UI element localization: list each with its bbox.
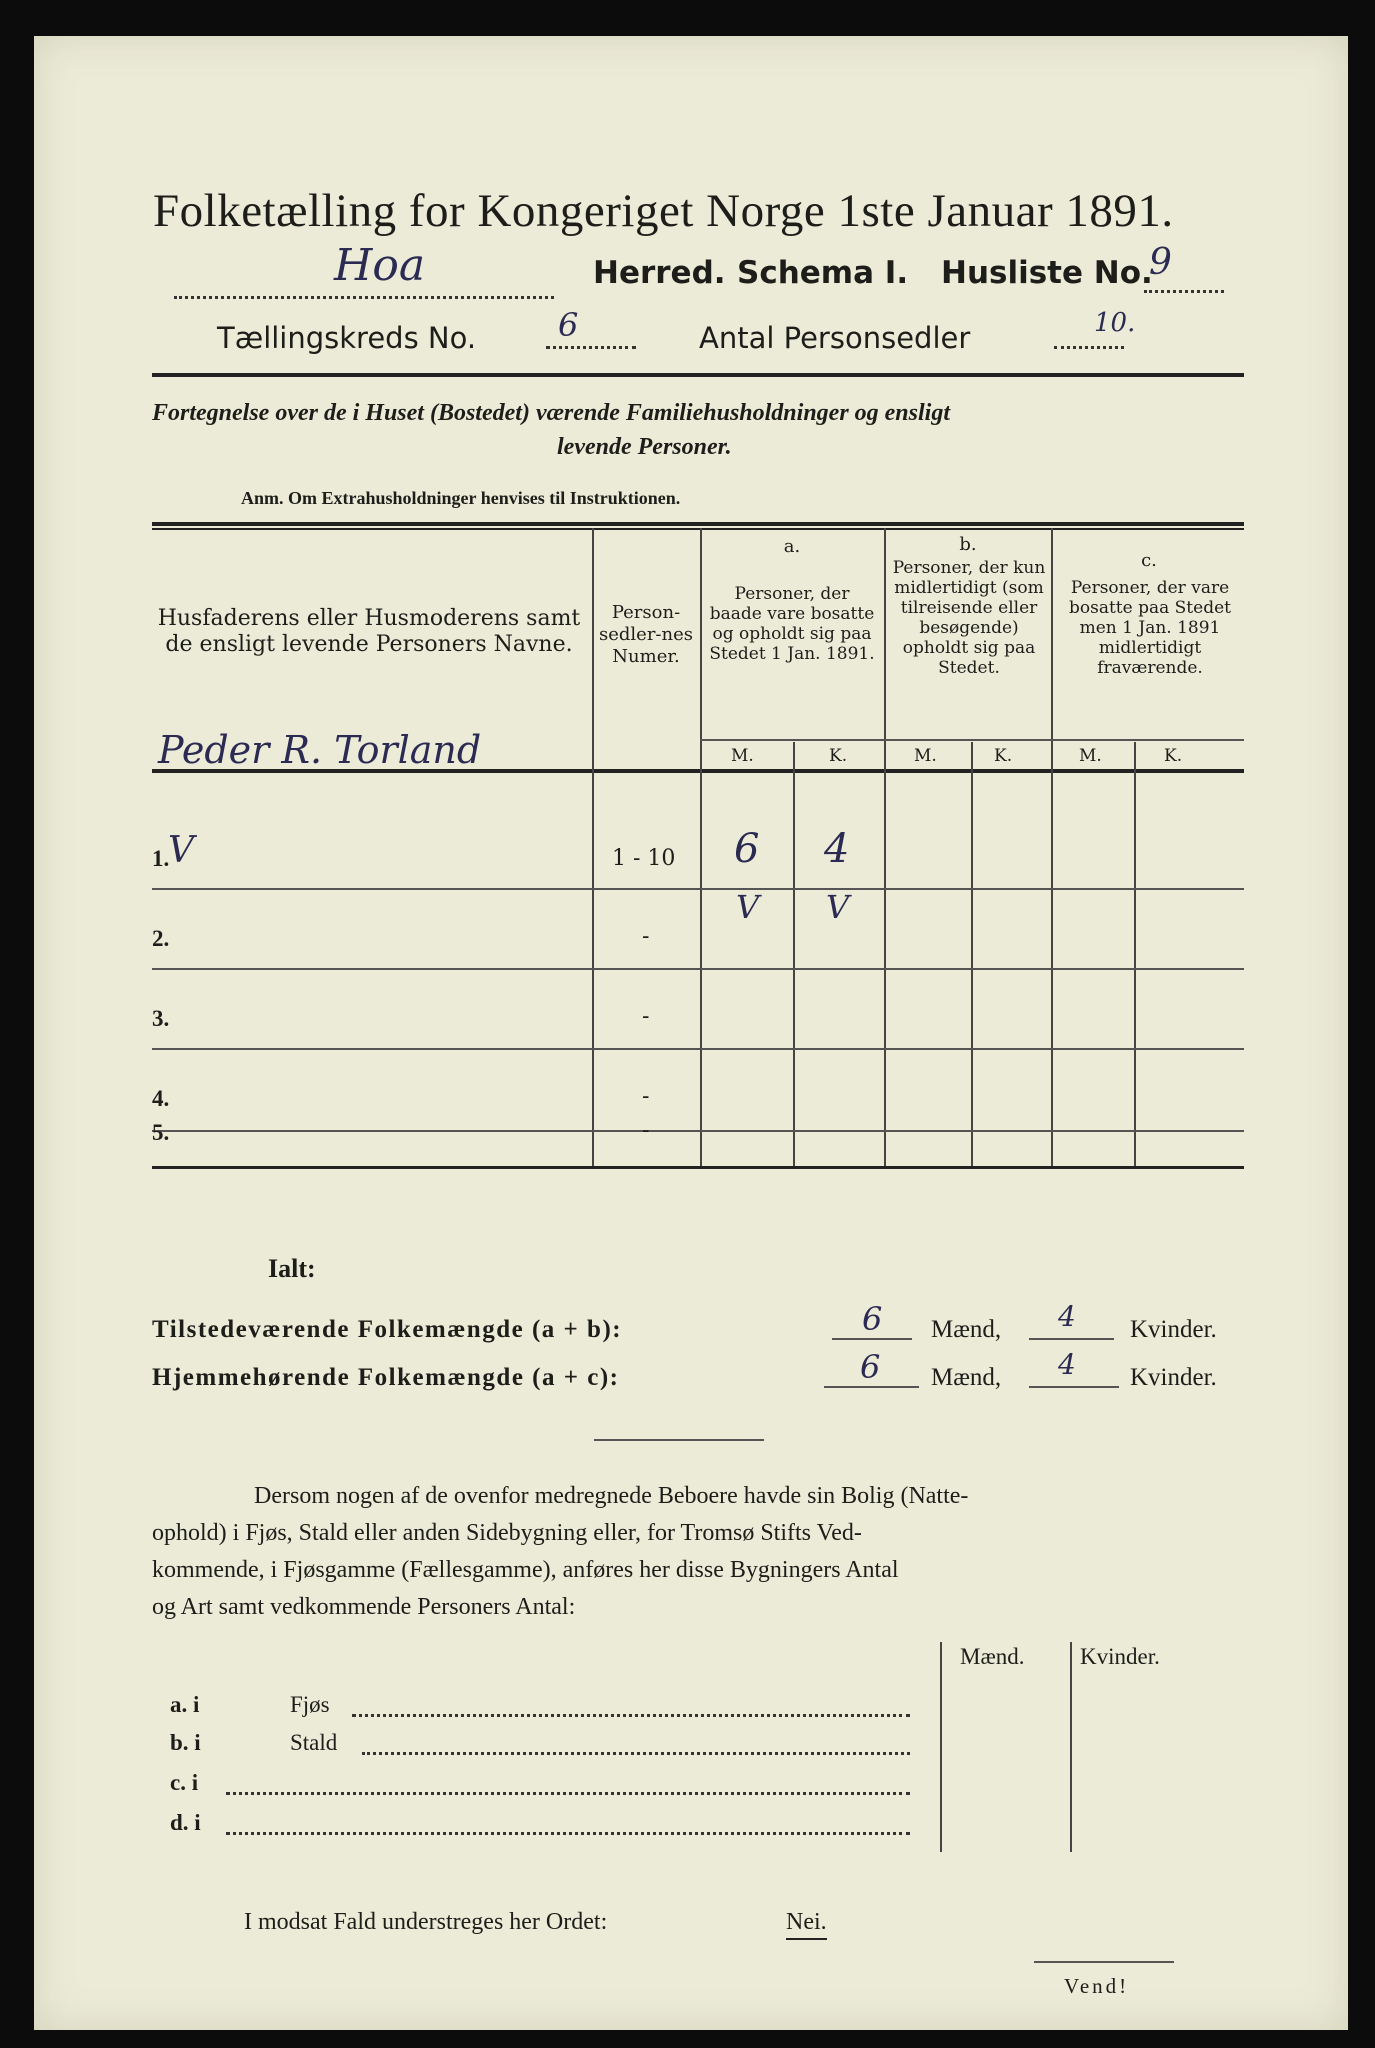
- row-numer: -: [642, 924, 650, 949]
- hjemme-maend: Mænd,: [931, 1364, 1002, 1391]
- row-rule: [152, 1130, 1244, 1132]
- hjemme-label: Hjemmehørende Folkemængde (a + c):: [152, 1364, 620, 1391]
- buildings-divider: [1070, 1642, 1072, 1852]
- kreds-label: Tællingskreds No.: [217, 321, 477, 355]
- vend-text: Vend!: [1064, 1974, 1130, 1998]
- col-a-header: Personer, der baade vare bosatte og opholdt sig paa Stedet 1 Jan. 1891.: [709, 584, 875, 664]
- anm-note: Anm. Om Extrahusholdninger henvises til Instruktionen.: [241, 488, 681, 508]
- table-top-rule-thin: [152, 528, 1244, 530]
- c-m-label: M.: [1079, 746, 1102, 766]
- buildings-kvinder-header: Kvinder.: [1080, 1644, 1160, 1669]
- hjemme-k-value: 4: [1058, 1348, 1076, 1381]
- building-dotted-line: [362, 1740, 910, 1755]
- row-number: 4.: [152, 1086, 170, 1111]
- hjemme-kvinder: Kvinder.: [1130, 1364, 1217, 1391]
- row-number: 5.: [152, 1120, 170, 1145]
- mk-divider: [1134, 742, 1136, 1166]
- building-dotted-line: [226, 1820, 910, 1835]
- mk-rule: [700, 739, 1244, 741]
- col-divider: [1051, 528, 1053, 1166]
- col-b-header: Personer, der kun midlertidigt (som tilreisende eller besøgende) opholdt sig paa Stedet.: [892, 558, 1046, 678]
- col-name-header: Husfaderens eller Husmoderens samt de ensligt levende Personers Navne.: [157, 606, 581, 657]
- a-k-tick: V: [826, 888, 850, 926]
- col-numer-header: Person-sedler-nes Numer.: [599, 602, 693, 667]
- a-m-label: M.: [731, 746, 754, 766]
- separator-rule: [594, 1439, 764, 1441]
- intro-line2: levende Personer.: [557, 434, 732, 460]
- row-number: 2.: [152, 926, 170, 951]
- husliste-label: Husliste No.: [941, 255, 1153, 291]
- table-bottom-rule: [152, 1166, 1244, 1169]
- col-a-letter: a.: [783, 536, 801, 557]
- note-line2: ophold) i Fjøs, Stald eller anden Sidebygning eller, for Tromsø Stifts Ved-: [152, 1520, 862, 1546]
- vend-rule: [1034, 1961, 1174, 1963]
- b-k-label: K.: [994, 746, 1013, 766]
- table-top-rule: [152, 522, 1244, 526]
- building-label-stald: Stald: [290, 1730, 338, 1755]
- tilstede-k-line: [1029, 1338, 1114, 1340]
- mk-divider: [793, 742, 795, 1166]
- col-c-header: Personer, der vare bosatte paa Stedet men 1 Jan. 1891 midlertidigt fraværende.: [1069, 578, 1231, 678]
- col-b-letter: b.: [959, 534, 977, 555]
- kreds-value: 6: [558, 306, 579, 344]
- note-line1: Dersom nogen af de ovenfor medregnede Beboere havde sin Bolig (Natte-: [254, 1483, 969, 1509]
- tilstede-kvinder: Kvinder.: [1130, 1316, 1217, 1343]
- nei-word: Nei.: [786, 1909, 827, 1940]
- building-letter: c. i: [170, 1770, 199, 1795]
- tilstede-m-value: 6: [862, 1300, 883, 1338]
- row-numer: -: [642, 1004, 650, 1029]
- col-c-letter: c.: [1141, 550, 1157, 571]
- a-m-tick: V: [736, 888, 760, 926]
- a-k-label: K.: [829, 746, 848, 766]
- hjemme-k-line: [1029, 1386, 1119, 1388]
- col-divider: [884, 528, 886, 1166]
- b-m-label: M.: [914, 746, 937, 766]
- row-numer: 1 - 10: [612, 846, 676, 871]
- tilstede-k-value: 4: [1058, 1300, 1076, 1333]
- tilstede-maend: Mænd,: [931, 1316, 1002, 1343]
- row-number: 1.: [152, 846, 170, 871]
- header-rule: [152, 373, 1244, 377]
- herred-label: Herred.: [593, 255, 726, 291]
- col-divider: [700, 528, 702, 1166]
- building-label-fjos: Fjøs: [290, 1692, 330, 1717]
- tilstede-m-line: [832, 1338, 912, 1340]
- note-line4: og Art samt vedkommende Personers Antal:: [152, 1594, 576, 1620]
- mk-divider: [971, 742, 973, 1166]
- hjemme-m-line: [824, 1386, 919, 1388]
- buildings-divider: [940, 1642, 942, 1852]
- building-dotted-line: [352, 1702, 910, 1717]
- c-k-label: K.: [1164, 746, 1183, 766]
- form-title: Folketælling for Kongeriget Norge 1ste Januar 1891.: [153, 185, 1174, 237]
- a-m-value: 6: [734, 826, 760, 872]
- row-rule: [152, 1048, 1244, 1050]
- col-divider: [592, 528, 594, 1166]
- herred-value: Hoa: [334, 240, 426, 291]
- row-number: 3.: [152, 1006, 170, 1031]
- row-rule: [152, 968, 1244, 970]
- ialt-label: Ialt:: [268, 1254, 316, 1283]
- row-rule: [152, 888, 1244, 890]
- hjemme-m-value: 6: [860, 1348, 881, 1386]
- note-line3: kommende, i Fjøsgamme (Fællesgamme), anføres her disse Bygningers Antal: [152, 1557, 899, 1583]
- household-head-name: Peder R. Torland: [158, 728, 482, 772]
- antal-label: Antal Personsedler: [699, 321, 971, 355]
- building-dotted-line: [226, 1780, 910, 1795]
- buildings-maend-header: Mænd.: [960, 1644, 1025, 1669]
- building-letter: b. i: [170, 1730, 201, 1755]
- row-numer: -: [642, 1084, 650, 1109]
- building-letter: d. i: [170, 1810, 201, 1835]
- row-check-mark: V: [168, 830, 194, 871]
- a-k-value: 4: [824, 826, 850, 872]
- modsat-text: I modsat Fald understreges her Ordet:: [244, 1909, 608, 1935]
- antal-value: 10.: [1094, 308, 1136, 338]
- intro-line1: Fortegnelse over de i Huset (Bostedet) værende Familiehusholdninger og ensligt: [152, 400, 950, 426]
- census-form-page: [34, 36, 1348, 2030]
- row-numer: -: [642, 1118, 650, 1143]
- tilstede-label: Tilstedeværende Folkemængde (a + b):: [152, 1316, 623, 1343]
- schema-label: Schema I.: [737, 255, 909, 291]
- building-letter: a. i: [170, 1692, 200, 1717]
- husliste-value: 9: [1149, 242, 1172, 283]
